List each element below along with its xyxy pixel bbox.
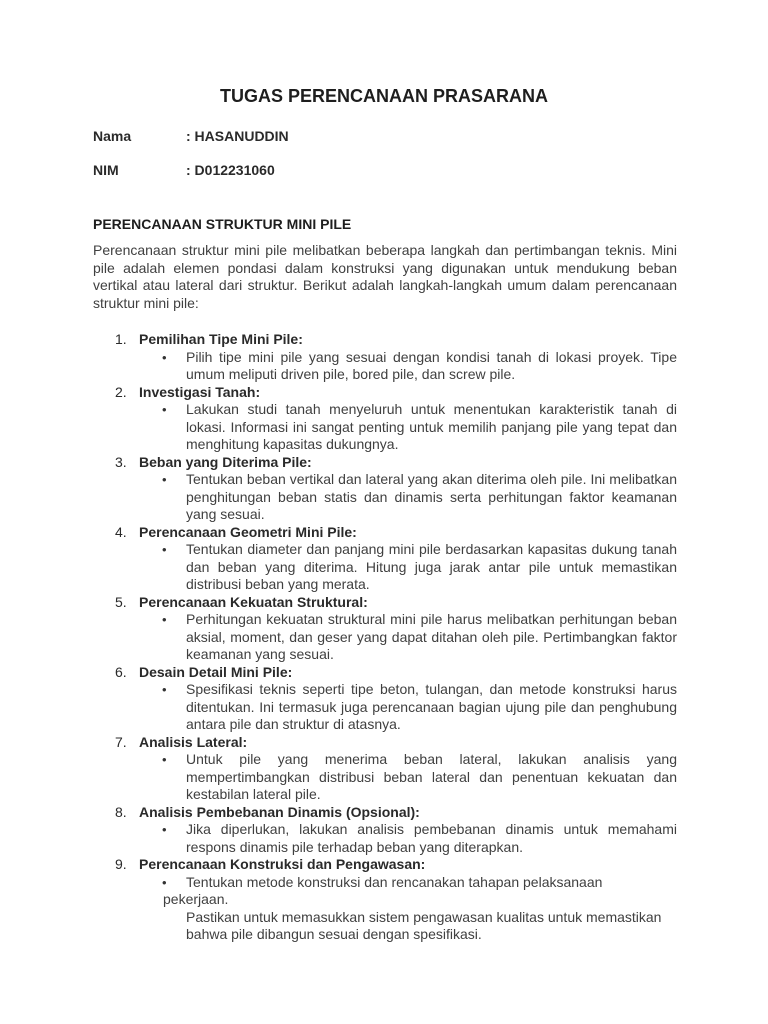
bullet-icon: • <box>162 682 167 697</box>
step-bullet <box>139 471 677 524</box>
step-title: Analisis Lateral: <box>139 733 248 750</box>
step-number: 5. <box>115 593 127 610</box>
step-number: 1. <box>115 331 127 347</box>
bullet-text: Tentukan diameter dan panjang mini pile berdasarkan kapasitas dukung tanah dan beban yang diterima. Hitung juga jarak antar pile untuk memastikan distribusi beban yang merata. <box>186 541 677 592</box>
step-bullet <box>139 611 677 664</box>
list-item-step-2 <box>93 384 677 454</box>
info-nim-row <box>93 162 275 178</box>
step-number: 6. <box>115 663 127 680</box>
step-bullet <box>139 349 677 384</box>
step-number: 3. <box>115 453 127 470</box>
info-nama-row <box>93 128 289 144</box>
bullet-icon: • <box>162 752 167 767</box>
list-item-step-3 <box>93 454 677 524</box>
step-extra-text: Pastikan untuk memasukkan sistem pengawasan kualitas untuk memastikan bahwa pile dibangun sesuai dengan spesifikasi. <box>186 908 662 942</box>
bullet-text: Tentukan beban vertikal dan lateral yang akan diterima oleh pile. Ini melibatkan penghitungan beban statis dan dinamis serta perhitungan faktor keamanan yang sesuai. <box>186 471 677 522</box>
bullet-text-line2: pekerjaan. <box>163 891 229 907</box>
step-number: 9. <box>115 856 127 872</box>
step-title: Desain Detail Mini Pile: <box>139 663 293 680</box>
intro-paragraph: Perencanaan struktur mini pile melibatkan beberapa langkah dan pertimbangan teknis. Mini pile adalah elemen pondasi dalam konstruksi yang digunakan untuk mendukung beban vertikal atau lateral dari struktur. Berikut adalah langkah-langkah umum dalam perencanaan struktur mini pile: <box>93 242 677 311</box>
bullet-icon: • <box>162 874 167 890</box>
bullet-icon: • <box>162 402 167 417</box>
step-bullet <box>139 541 677 594</box>
section-heading: PERENCANAAN STRUKTUR MINI PILE <box>93 216 352 232</box>
steps-list <box>93 331 677 944</box>
list-item-step-7 <box>93 734 677 804</box>
step-title: Perencanaan Konstruksi dan Pengawasan: <box>139 856 426 872</box>
list-item-step-9 <box>93 856 677 944</box>
bullet-icon: • <box>162 822 167 837</box>
bullet-text: Pilih tipe mini pile yang sesuai dengan kondisi tanah di lokasi proyek. Tipe umum meliputi driven pile, bored pile, dan screw pile. <box>186 348 677 382</box>
list-item-step-6 <box>93 664 677 734</box>
bullet-text-line1: Tentukan metode konstruksi dan rencanakan tahapan pelaksanaan <box>186 873 603 890</box>
step-bullet <box>139 821 677 856</box>
bullet-icon: • <box>162 542 167 557</box>
bullet-icon: • <box>162 349 167 365</box>
bullet-text: Jika diperlukan, lakukan analisis pembebanan dinamis untuk memahami respons dinamis pile terhadap beban yang diterapkan. <box>186 821 677 855</box>
nama-value: : HASANUDDIN <box>186 128 289 144</box>
step-title: Pemilihan Tipe Mini Pile: <box>139 331 303 347</box>
bullet-text: Spesifikasi teknis seperti tipe beton, tulangan, dan metode konstruksi harus ditentukan. Ini termasuk juga perencanaan bagian ujung pile dan penghubung antara pile dan struktur di atasnya. <box>186 681 677 732</box>
list-item-step-1 <box>93 331 677 384</box>
step-title: Analisis Pembebanan Dinamis (Opsional): <box>139 803 420 820</box>
step-bullet <box>139 401 677 454</box>
bullet-text: Lakukan studi tanah menyeluruh untuk menentukan karakteristik tanah di lokasi. Informasi ini sangat penting untuk memilih panjang pile yang tepat dan menghitung kapasitas dukungnya. <box>186 401 677 452</box>
list-item-step-5 <box>93 594 677 664</box>
document-title: TUGAS PERENCANAAN PRASARANA <box>219 86 549 106</box>
list-item-step-4 <box>93 524 677 594</box>
list-item-step-8 <box>93 804 677 857</box>
step-number: 8. <box>115 803 127 820</box>
nim-label: NIM <box>93 162 119 178</box>
step-title: Perencanaan Kekuatan Struktural: <box>139 593 368 610</box>
step-bullet <box>139 681 677 734</box>
bullet-icon: • <box>162 612 167 627</box>
step-bullet <box>139 874 677 909</box>
step-number: 2. <box>115 383 127 400</box>
step-title: Investigasi Tanah: <box>139 383 261 400</box>
step-title: Perencanaan Geometri Mini Pile: <box>139 523 357 540</box>
step-title: Beban yang Diterima Pile: <box>139 453 312 470</box>
step-bullet <box>139 751 677 804</box>
step-number: 4. <box>115 523 127 540</box>
bullet-text: Perhitungan kekuatan struktural mini pile harus melibatkan perhitungan beban aksial, moment, dan geser yang dapat ditahan oleh pile. Pertimbangkan faktor keamanan yang sesuai. <box>186 611 677 662</box>
bullet-text: Untuk pile yang menerima beban lateral, lakukan analisis yang mempertimbangkan distribusi beban lateral dan penentuan kekuatan dan kestabilan lateral pile. <box>186 751 677 802</box>
nim-value: : D012231060 <box>186 162 275 178</box>
nama-label: Nama <box>93 128 132 144</box>
bullet-icon: • <box>162 472 167 487</box>
step-number: 7. <box>115 733 127 750</box>
